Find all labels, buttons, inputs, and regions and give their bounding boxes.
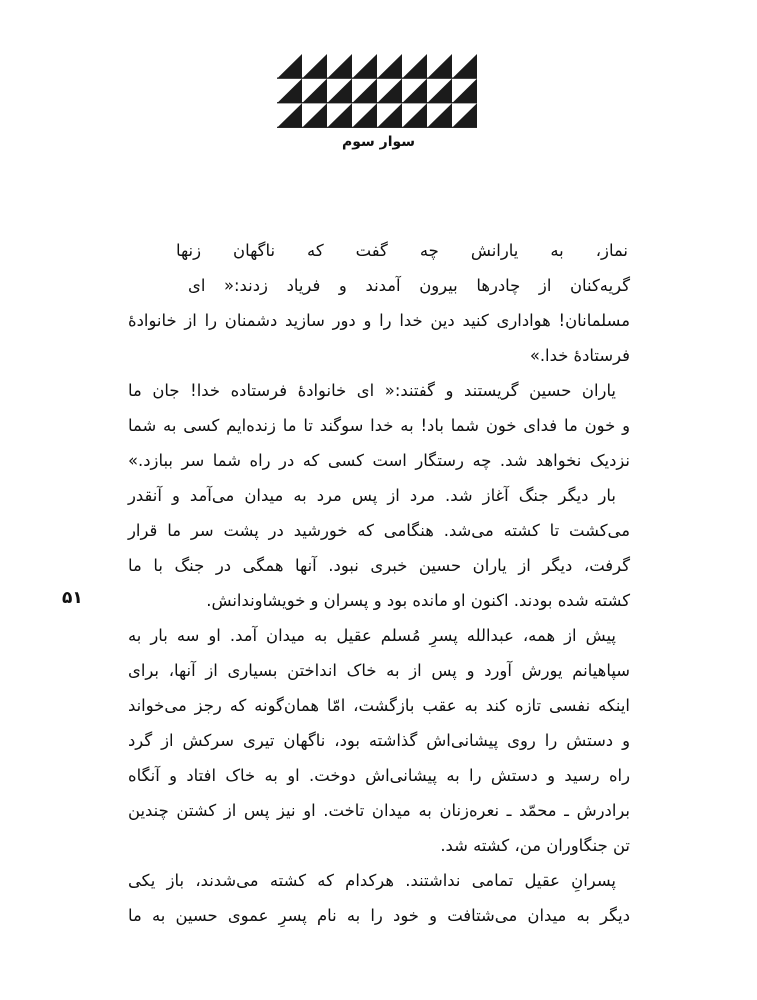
text-line: و دستش را روی پیشانی‌اش گذاشته بود، ناگهان تیری سرکش از گرد [128,731,630,750]
text-line: گریه‌کنان از چادرها بیرون آمدند و فریاد زدند:« ای [188,276,630,295]
ornament-triangle [302,103,327,128]
text-line: کشته شده بودند. اکنون او مانده بود و پسران و خویشاوندانش. [206,591,630,610]
text-line: نماز، به یارانش چه گفت که ناگهان زنها [176,241,628,260]
text-line: نزدیک نخواهد شد. چه رستگار است کسی که در راه شما سر ببازد.» [128,451,630,470]
ornament-triangle [452,54,477,79]
ornament-triangle [402,79,427,104]
ornament-triangle [352,103,377,128]
ornament-triangle [427,79,452,104]
ornament-triangle [452,103,477,128]
text-line: دیگر به میدان می‌شتافت و خود را به نام پسرِ عموی حسین به ما [128,906,630,925]
ornament-triangle [327,54,352,79]
ornament-triangle [277,54,302,79]
page-number: ۵۱ [62,588,83,608]
ornament-triangle [452,79,477,104]
ornament-triangle [427,103,452,128]
ornament-triangle [402,54,427,79]
ornament-triangle [327,79,352,104]
text-line: برادرش ـ محمّد ـ نعره‌زنان به میدان تاخت. او نیز پس از کشتن چندین [128,801,630,820]
ornament-triangle [377,79,402,104]
ornament-triangle [302,79,327,104]
text-line: یاران حسین گریستند و گفتند:« ای خانوادهٔ فرستاده خدا! جان ما [128,381,616,400]
body-text [128,233,630,933]
section-title: سوار سوم [341,134,416,150]
ornament-triangle [277,103,302,128]
ornament-triangle [352,54,377,79]
text-line: راه رسید و دستش را به پیشانی‌اش دوخت. او به خاک افتاد و آنگاه [128,766,630,785]
ornament-triangle [402,103,427,128]
text-line: تن جنگاوران من، کشته شد. [440,836,630,855]
text-line: پیش از همه، عبدالله پسرِ مُسلم عقیل به میدان آمد. او سه بار به [128,626,616,645]
ornament-triangle [377,54,402,79]
text-line: سپاهیانم یورش آورد و پس از به خاک انداختن بسیاری از آنها، برای [128,661,630,680]
text-line: و خون ما فدای خون شما باد! به خدا سوگند تا ما زنده‌ایم کسی به شما [128,416,630,435]
text-line: فرستادهٔ خدا.» [529,346,630,365]
ornament-triangle [302,54,327,79]
ornament-triangle [327,103,352,128]
triangle-pattern-ornament [277,54,477,128]
ornament-triangle [427,54,452,79]
ornament-triangle [277,79,302,104]
text-line: گرفت، دیگر از یاران حسین خبری نبود. آنها همگی در جنگ با ما [128,556,630,575]
ornament-triangle [352,79,377,104]
text-line: مسلمانان! هواداری کنید دین خدا را و دور سازید دشمنان را از خانوادهٔ [128,311,630,330]
ornament-triangle [377,103,402,128]
text-line: اینکه نفسی تازه کند به عقب بازگشت، امّا همان‌گونه که رجز می‌خواند [128,696,630,715]
text-line: می‌کشت تا کشته می‌شد. هنگامی که خورشید در پشت سر ما قرار [128,521,630,540]
text-line: پسرانِ عقیل تمامی نداشتند. هرکدام که کشته می‌شدند، باز یکی [128,871,616,890]
text-line: بار دیگر جنگ آغاز شد. مرد از پس مرد به میدان می‌آمد و آنقدر [128,486,616,505]
